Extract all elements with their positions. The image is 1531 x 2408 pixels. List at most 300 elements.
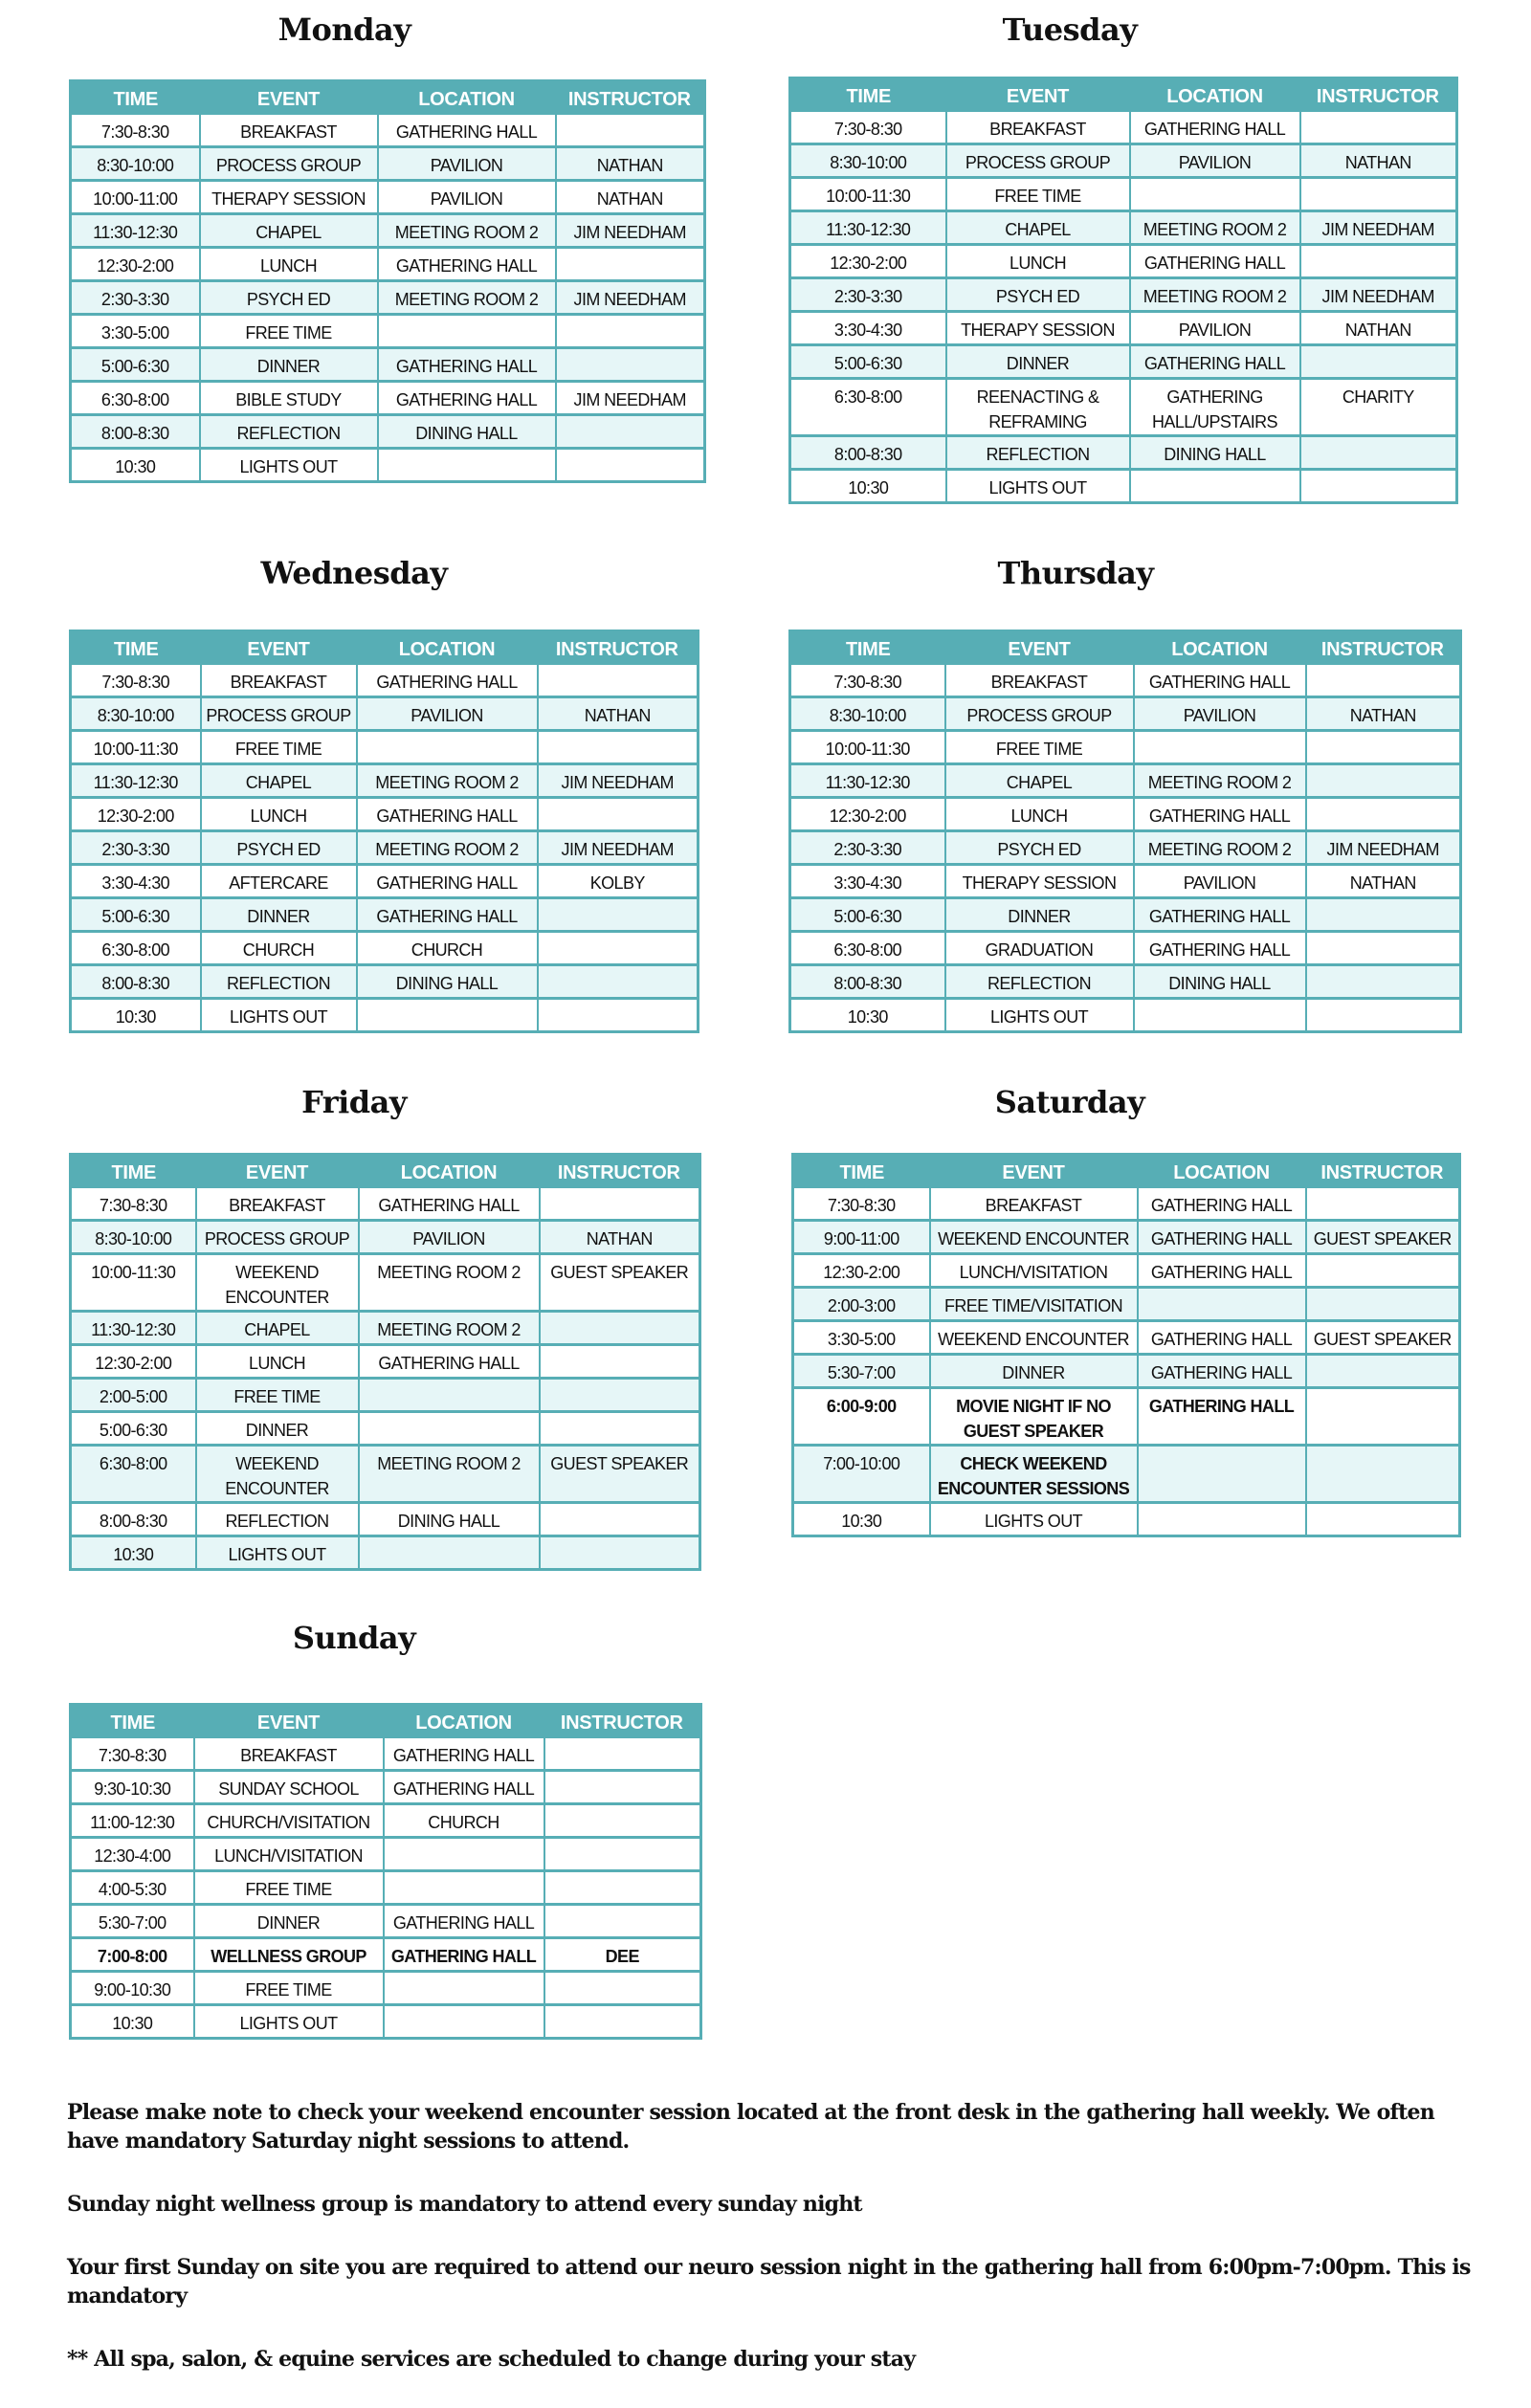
time-cell: 10:30 xyxy=(71,1536,196,1570)
column-header-event: EVENT xyxy=(201,631,357,666)
time-cell: 10:00-11:30 xyxy=(790,731,945,764)
column-header-instructor: INSTRUCTOR xyxy=(538,631,699,666)
time-cell: 3:30-4:30 xyxy=(790,865,945,898)
table-row xyxy=(790,278,1457,312)
table-row xyxy=(71,1938,701,1972)
event-cell: PSYCH ED xyxy=(201,831,357,865)
table-row xyxy=(71,1345,700,1379)
location-cell: MEETING ROOM 2 xyxy=(378,281,556,315)
column-header-instructor: INSTRUCTOR xyxy=(1300,78,1457,113)
event-cell: DINNER xyxy=(196,1412,359,1446)
event-cell: CHAPEL xyxy=(946,211,1130,245)
instructor-cell: JIM NEEDHAM xyxy=(556,214,705,248)
table-row xyxy=(790,379,1457,436)
table-row xyxy=(71,1838,701,1871)
time-cell: 11:30-12:30 xyxy=(71,1312,196,1345)
event-cell: FREE TIME xyxy=(194,1972,384,2005)
table-row xyxy=(71,1312,700,1345)
table-row xyxy=(790,932,1461,965)
table-row xyxy=(71,248,705,281)
table-row xyxy=(790,345,1457,379)
location-cell: GATHERING HALL xyxy=(357,898,538,932)
location-cell: DINING HALL xyxy=(378,415,556,449)
instructor-cell: NATHAN xyxy=(556,181,705,214)
event-cell: BREAKFAST xyxy=(201,665,357,697)
event-cell: FREE TIME xyxy=(200,315,378,348)
table-row xyxy=(71,665,699,697)
instructor-cell: NATHAN xyxy=(540,1221,700,1254)
instructor-cell: NATHAN xyxy=(538,697,699,731)
time-cell: 8:30-10:00 xyxy=(71,697,201,731)
event-cell: LUNCH/VISITATION xyxy=(930,1254,1138,1288)
table-row xyxy=(71,1905,701,1938)
instructor-cell xyxy=(556,449,705,482)
event-cell: REFLECTION xyxy=(946,436,1130,470)
event-cell: LUNCH xyxy=(946,245,1130,278)
column-header-location: LOCATION xyxy=(378,81,556,116)
location-cell xyxy=(384,1838,544,1871)
instructor-cell xyxy=(556,115,705,147)
instructor-cell xyxy=(538,999,699,1032)
location-cell xyxy=(1130,470,1300,503)
time-cell: 11:30-12:30 xyxy=(790,211,946,245)
time-cell: 4:00-5:30 xyxy=(71,1871,194,1905)
event-cell: PSYCH ED xyxy=(945,831,1134,865)
event-cell: REFLECTION xyxy=(200,415,378,449)
instructor-cell: GUEST SPEAKER xyxy=(540,1254,700,1312)
time-cell: 12:30-2:00 xyxy=(793,1254,930,1288)
day-title-wednesday: Wednesday xyxy=(260,555,448,591)
location-cell: MEETING ROOM 2 xyxy=(1130,211,1300,245)
time-cell: 8:30-10:00 xyxy=(790,697,945,731)
instructor-cell: JIM NEEDHAM xyxy=(1306,831,1461,865)
instructor-cell xyxy=(556,315,705,348)
instructor-cell xyxy=(538,731,699,764)
table-row xyxy=(71,1254,700,1312)
location-cell: DINING HALL xyxy=(359,1503,540,1536)
column-header-event: EVENT xyxy=(946,78,1130,113)
instructor-cell xyxy=(544,1838,701,1871)
table-row xyxy=(790,764,1461,798)
event-cell: BREAKFAST xyxy=(945,665,1134,697)
location-cell xyxy=(378,449,556,482)
instructor-cell: JIM NEEDHAM xyxy=(556,382,705,415)
column-header-time: TIME xyxy=(71,631,201,666)
instructor-cell xyxy=(1306,665,1461,697)
time-cell: 10:30 xyxy=(790,470,946,503)
column-header-event: EVENT xyxy=(930,1155,1138,1189)
time-cell: 5:00-6:30 xyxy=(71,348,200,382)
time-cell: 11:00-12:30 xyxy=(71,1804,194,1838)
table-row xyxy=(71,1379,700,1412)
time-cell: 6:00-9:00 xyxy=(793,1388,930,1446)
location-cell: GATHERING HALL xyxy=(378,115,556,147)
location-cell: PAVILION xyxy=(1130,312,1300,345)
event-cell: THERAPY SESSION xyxy=(946,312,1130,345)
note-services-change: ** All spa, salon, & equine services are scheduled to change during your stay xyxy=(67,2347,916,2372)
column-header-event: EVENT xyxy=(196,1155,359,1189)
table-row xyxy=(790,831,1461,865)
location-cell: GATHERING HALL xyxy=(357,865,538,898)
table-row xyxy=(71,415,705,449)
time-cell: 6:30-8:00 xyxy=(790,932,945,965)
table-row xyxy=(71,1738,701,1771)
time-cell: 8:30-10:00 xyxy=(71,1221,196,1254)
table-row xyxy=(793,1288,1460,1321)
table-row xyxy=(790,312,1457,345)
table-row xyxy=(793,1503,1460,1536)
schedule-table-saturday xyxy=(791,1153,1461,1537)
header-row xyxy=(790,631,1461,666)
instructor-cell: NATHAN xyxy=(1300,144,1457,178)
instructor-cell xyxy=(538,665,699,697)
table-row xyxy=(71,865,699,898)
event-cell: LUNCH xyxy=(196,1345,359,1379)
table-row xyxy=(790,112,1457,144)
table-row xyxy=(790,178,1457,211)
location-cell: PAVILION xyxy=(359,1221,540,1254)
day-title-friday: Friday xyxy=(301,1084,407,1120)
instructor-cell xyxy=(540,1312,700,1345)
time-cell: 12:30-2:00 xyxy=(71,798,201,831)
instructor-cell xyxy=(544,1871,701,1905)
event-cell: GRADUATION xyxy=(945,932,1134,965)
instructor-cell: JIM NEEDHAM xyxy=(538,831,699,865)
table-row xyxy=(71,115,705,147)
event-cell: PROCESS GROUP xyxy=(200,147,378,181)
event-cell: FREE TIME xyxy=(196,1379,359,1412)
event-cell: BREAKFAST xyxy=(194,1738,384,1771)
column-header-instructor: INSTRUCTOR xyxy=(544,1705,701,1739)
location-cell: PAVILION xyxy=(378,147,556,181)
column-header-instructor: INSTRUCTOR xyxy=(1306,1155,1460,1189)
instructor-cell xyxy=(1306,1446,1460,1503)
event-cell: BREAKFAST xyxy=(946,112,1130,144)
location-cell: GATHERING HALL xyxy=(357,798,538,831)
time-cell: 3:30-4:30 xyxy=(71,865,201,898)
location-cell: GATHERING HALL xyxy=(1134,665,1306,697)
instructor-cell xyxy=(1306,999,1461,1032)
location-cell: PAVILION xyxy=(378,181,556,214)
table-row xyxy=(71,147,705,181)
location-cell: GATHERING HALL xyxy=(1138,1254,1306,1288)
table-row xyxy=(71,281,705,315)
event-cell: REFLECTION xyxy=(945,965,1134,999)
location-cell xyxy=(384,2005,544,2039)
location-cell: PAVILION xyxy=(1130,144,1300,178)
schedule-table-thursday xyxy=(788,630,1462,1033)
table-row xyxy=(71,214,705,248)
location-cell: MEETING ROOM 2 xyxy=(359,1446,540,1503)
instructor-cell xyxy=(1306,731,1461,764)
column-header-location: LOCATION xyxy=(1130,78,1300,113)
event-cell: CHECK WEEKEND ENCOUNTER SESSIONS xyxy=(930,1446,1138,1503)
event-cell: LUNCH xyxy=(945,798,1134,831)
instructor-cell xyxy=(1306,1288,1460,1321)
column-header-location: LOCATION xyxy=(384,1705,544,1739)
location-cell: PAVILION xyxy=(1134,865,1306,898)
location-cell: GATHERING HALL xyxy=(1138,1388,1306,1446)
table-row xyxy=(71,731,699,764)
column-header-instructor: INSTRUCTOR xyxy=(540,1155,700,1189)
table-row xyxy=(71,1972,701,2005)
notes-section xyxy=(67,2098,1474,2408)
instructor-cell: GUEST SPEAKER xyxy=(1306,1221,1460,1254)
instructor-cell xyxy=(1306,898,1461,932)
event-cell: WEEKEND ENCOUNTER xyxy=(930,1221,1138,1254)
table-row xyxy=(71,1412,700,1446)
table-row xyxy=(71,932,699,965)
instructor-cell: DEE xyxy=(544,1938,701,1972)
event-cell: PSYCH ED xyxy=(946,278,1130,312)
table-row xyxy=(71,348,705,382)
instructor-cell xyxy=(1300,112,1457,144)
event-cell: LIGHTS OUT xyxy=(945,999,1134,1032)
instructor-cell xyxy=(1306,1388,1460,1446)
event-cell: MOVIE NIGHT IF NO GUEST SPEAKER xyxy=(930,1388,1138,1446)
day-title-sunday: Sunday xyxy=(292,1620,416,1656)
instructor-cell xyxy=(556,415,705,449)
location-cell: GATHERING HALL xyxy=(357,665,538,697)
table-row xyxy=(790,898,1461,932)
table-row xyxy=(71,1804,701,1838)
note-weekend-encounter: Please make note to check your weekend encounter session located at the front desk in the gathering hall weekly. We often have mandatory Saturday night sessions to attend. xyxy=(67,2100,1434,2154)
time-cell: 2:00-3:00 xyxy=(793,1288,930,1321)
time-cell: 7:30-8:30 xyxy=(71,115,200,147)
instructor-cell: GUEST SPEAKER xyxy=(540,1446,700,1503)
instructor-cell xyxy=(540,1503,700,1536)
table-row xyxy=(71,831,699,865)
time-cell: 7:30-8:30 xyxy=(71,1738,194,1771)
instructor-cell xyxy=(1306,764,1461,798)
event-cell: DINNER xyxy=(946,345,1130,379)
table-row xyxy=(790,965,1461,999)
location-cell: MEETING ROOM 2 xyxy=(378,214,556,248)
location-cell: GATHERING HALL xyxy=(1138,1321,1306,1355)
time-cell: 12:30-2:00 xyxy=(790,245,946,278)
table-row xyxy=(71,1188,700,1221)
time-cell: 10:30 xyxy=(793,1503,930,1536)
event-cell: THERAPY SESSION xyxy=(200,181,378,214)
table-row xyxy=(793,1321,1460,1355)
time-cell: 10:00-11:30 xyxy=(790,178,946,211)
instructor-cell xyxy=(540,1188,700,1221)
time-cell: 12:30-4:00 xyxy=(71,1838,194,1871)
location-cell xyxy=(359,1536,540,1570)
instructor-cell xyxy=(544,2005,701,2039)
event-cell: LIGHTS OUT xyxy=(200,449,378,482)
event-cell: BIBLE STUDY xyxy=(200,382,378,415)
instructor-cell xyxy=(540,1412,700,1446)
event-cell: DINNER xyxy=(201,898,357,932)
time-cell: 8:00-8:30 xyxy=(71,965,201,999)
instructor-cell xyxy=(1300,436,1457,470)
location-cell: GATHERING HALL xyxy=(359,1188,540,1221)
instructor-cell xyxy=(1300,178,1457,211)
event-cell: LIGHTS OUT xyxy=(196,1536,359,1570)
location-cell: GATHERING HALL xyxy=(1130,245,1300,278)
table-row xyxy=(793,1188,1460,1221)
column-header-time: TIME xyxy=(790,631,945,666)
time-cell: 10:00-11:30 xyxy=(71,1254,196,1312)
instructor-cell xyxy=(1306,965,1461,999)
time-cell: 6:30-8:00 xyxy=(71,1446,196,1503)
table-row xyxy=(71,898,699,932)
location-cell: GATHERING HALL xyxy=(384,1905,544,1938)
location-cell: GATHERING HALL xyxy=(1138,1355,1306,1388)
instructor-cell xyxy=(544,1905,701,1938)
event-cell: CHAPEL xyxy=(200,214,378,248)
table-row xyxy=(790,999,1461,1032)
instructor-cell xyxy=(544,1771,701,1804)
column-header-event: EVENT xyxy=(194,1705,384,1739)
time-cell: 5:30-7:00 xyxy=(71,1905,194,1938)
table-row xyxy=(790,798,1461,831)
note-neuro-session: Your first Sunday on site you are required to attend our neuro session night in the gathering hall from 6:00pm-7:00pm. This is mandatory xyxy=(67,2255,1471,2309)
location-cell xyxy=(384,1972,544,2005)
time-cell: 10:30 xyxy=(71,449,200,482)
location-cell xyxy=(1138,1288,1306,1321)
time-cell: 5:00-6:30 xyxy=(790,898,945,932)
location-cell: GATHERING HALL xyxy=(378,348,556,382)
event-cell: DINNER xyxy=(200,348,378,382)
event-cell: REFLECTION xyxy=(196,1503,359,1536)
event-cell: FREE TIME xyxy=(946,178,1130,211)
instructor-cell: KOLBY xyxy=(538,865,699,898)
header-row xyxy=(71,1705,701,1739)
event-cell: FREE TIME xyxy=(945,731,1134,764)
event-cell: FREE TIME xyxy=(201,731,357,764)
event-cell: CHURCH/VISITATION xyxy=(194,1804,384,1838)
column-header-event: EVENT xyxy=(200,81,378,116)
location-cell: GATHERING HALL xyxy=(384,1738,544,1771)
instructor-cell: NATHAN xyxy=(1306,697,1461,731)
table-row xyxy=(71,1536,700,1570)
day-title-saturday: Saturday xyxy=(994,1084,1145,1120)
location-cell: MEETING ROOM 2 xyxy=(357,764,538,798)
location-cell: DINING HALL xyxy=(1134,965,1306,999)
location-cell xyxy=(1138,1503,1306,1536)
table-row xyxy=(71,1871,701,1905)
table-row xyxy=(793,1221,1460,1254)
event-cell: DINNER xyxy=(194,1905,384,1938)
table-row xyxy=(71,965,699,999)
event-cell: REENACTING & REFRAMING xyxy=(946,379,1130,436)
location-cell: GATHERING HALL xyxy=(1134,798,1306,831)
column-header-time: TIME xyxy=(71,81,200,116)
column-header-time: TIME xyxy=(790,78,946,113)
event-cell: CHAPEL xyxy=(196,1312,359,1345)
table-row xyxy=(71,181,705,214)
column-header-instructor: INSTRUCTOR xyxy=(1306,631,1461,666)
time-cell: 10:30 xyxy=(71,999,201,1032)
instructor-cell: CHARITY xyxy=(1300,379,1457,436)
location-cell: MEETING ROOM 2 xyxy=(357,831,538,865)
event-cell: LIGHTS OUT xyxy=(201,999,357,1032)
time-cell: 7:30-8:30 xyxy=(793,1188,930,1221)
event-cell: DINNER xyxy=(945,898,1134,932)
time-cell: 2:30-3:30 xyxy=(790,831,945,865)
time-cell: 11:30-12:30 xyxy=(71,764,201,798)
time-cell: 7:30-8:30 xyxy=(790,665,945,697)
time-cell: 7:30-8:30 xyxy=(790,112,946,144)
table-row xyxy=(71,382,705,415)
time-cell: 8:00-8:30 xyxy=(71,1503,196,1536)
location-cell xyxy=(359,1379,540,1412)
time-cell: 5:00-6:30 xyxy=(71,1412,196,1446)
location-cell: GATHERING HALL xyxy=(384,1938,544,1972)
column-header-location: LOCATION xyxy=(359,1155,540,1189)
time-cell: 12:30-2:00 xyxy=(71,1345,196,1379)
time-cell: 7:30-8:30 xyxy=(71,665,201,697)
table-row xyxy=(71,2005,701,2039)
schedule-table-sunday xyxy=(69,1703,702,2040)
event-cell: WEEKEND ENCOUNTER xyxy=(196,1254,359,1312)
time-cell: 10:00-11:30 xyxy=(71,731,201,764)
table-row xyxy=(71,764,699,798)
column-header-time: TIME xyxy=(71,1155,196,1189)
event-cell: CHAPEL xyxy=(201,764,357,798)
event-cell: LUNCH/VISITATION xyxy=(194,1838,384,1871)
column-header-location: LOCATION xyxy=(1134,631,1306,666)
instructor-cell xyxy=(544,1804,701,1838)
location-cell xyxy=(378,315,556,348)
event-cell: PROCESS GROUP xyxy=(945,697,1134,731)
table-row xyxy=(71,798,699,831)
location-cell: DINING HALL xyxy=(357,965,538,999)
location-cell: CHURCH xyxy=(384,1804,544,1838)
instructor-cell xyxy=(1300,345,1457,379)
table-row xyxy=(790,245,1457,278)
event-cell: CHAPEL xyxy=(945,764,1134,798)
location-cell: CHURCH xyxy=(357,932,538,965)
time-cell: 2:30-3:30 xyxy=(71,281,200,315)
instructor-cell: GUEST SPEAKER xyxy=(1306,1321,1460,1355)
instructor-cell xyxy=(544,1738,701,1771)
event-cell: WELLNESS GROUP xyxy=(194,1938,384,1972)
table-row xyxy=(790,865,1461,898)
instructor-cell xyxy=(538,932,699,965)
time-cell: 8:00-8:30 xyxy=(71,415,200,449)
header-row xyxy=(71,631,699,666)
time-cell: 7:00-10:00 xyxy=(793,1446,930,1503)
table-row xyxy=(71,1503,700,1536)
event-cell: PROCESS GROUP xyxy=(201,697,357,731)
location-cell: MEETING ROOM 2 xyxy=(359,1254,540,1312)
time-cell: 2:30-3:30 xyxy=(71,831,201,865)
time-cell: 9:30-10:30 xyxy=(71,1771,194,1804)
time-cell: 2:30-3:30 xyxy=(790,278,946,312)
column-header-location: LOCATION xyxy=(357,631,538,666)
schedule-table-monday xyxy=(69,79,706,483)
event-cell: LIGHTS OUT xyxy=(194,2005,384,2039)
location-cell: GATHERING HALL xyxy=(378,382,556,415)
time-cell: 5:30-7:00 xyxy=(793,1355,930,1388)
instructor-cell: NATHAN xyxy=(556,147,705,181)
header-row xyxy=(71,81,705,116)
time-cell: 8:00-8:30 xyxy=(790,436,946,470)
table-row xyxy=(71,449,705,482)
event-cell: LIGHTS OUT xyxy=(946,470,1130,503)
event-cell: LUNCH xyxy=(201,798,357,831)
location-cell: GATHERING HALL xyxy=(1138,1221,1306,1254)
location-cell xyxy=(1130,178,1300,211)
location-cell xyxy=(1134,731,1306,764)
instructor-cell xyxy=(556,348,705,382)
instructor-cell xyxy=(1306,1254,1460,1288)
table-row xyxy=(71,315,705,348)
location-cell xyxy=(357,731,538,764)
